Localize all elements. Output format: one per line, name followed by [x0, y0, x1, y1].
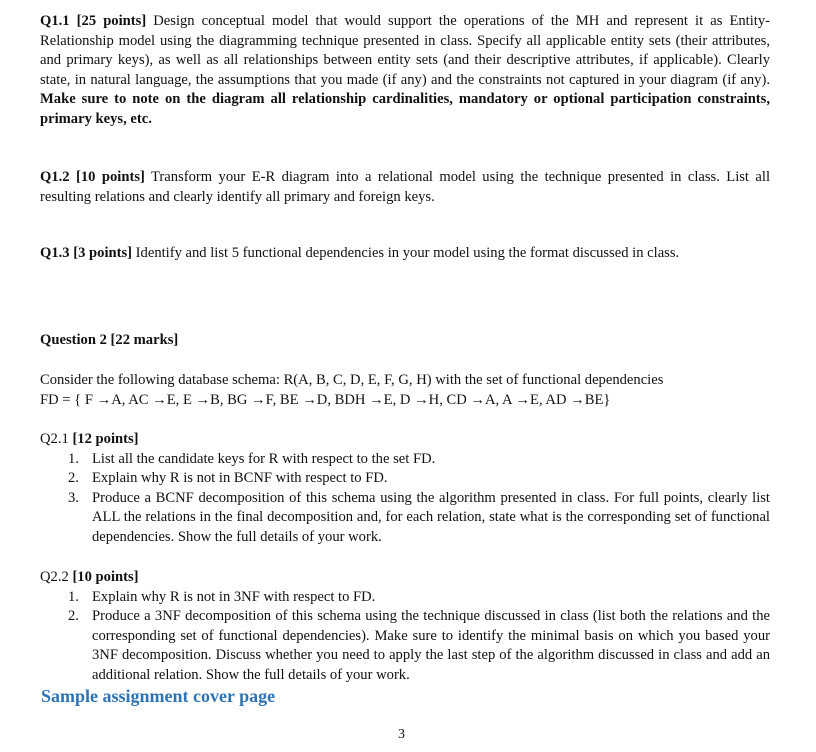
q2-2-section	[40, 568, 770, 685]
q1-2-heading: Q1.2 [10 points]	[40, 169, 145, 185]
q2-2-heading: Q2.2 [10 points]	[40, 569, 139, 585]
q1-2-paragraph	[40, 168, 770, 207]
list-item: 1. List all the candidate keys for R with respect to the set FD.	[68, 450, 436, 467]
list-item: 2. Produce a 3NF decomposition of this schema using the technique discussed in class (list both the relations and the corresponding set of functional dependencies). Make sure to identify the minimal basis on which you based your 3NF decomposition. Discuss whether you need to apply the last step of the algorithm discussed in class and add an additional relation. Show the full details of your work.	[68, 608, 770, 683]
list-item: 3. Produce a BCNF decomposition of this schema using the algorithm presented in class. For full points, clearly list ALL the relations in the final decomposition and, for each relation, state what is the corresponding set of functional dependencies. Show the full details of your work.	[68, 489, 770, 545]
q2-1-list	[40, 450, 770, 548]
q1-3-text: Identify and list 5 functional dependencies in your model using the format discussed in class.	[132, 245, 680, 261]
q2-1-heading: Q2.1 [12 points]	[40, 431, 139, 447]
fd-set-line: FD = { F →A, AC →E, E →B, BG →F, BE →D, BDH →E, D →H, CD →A, A →E, AD →BE}	[40, 391, 611, 408]
q1-1-bold-tail: Make sure to note on the diagram all relationship cardinalities, mandatory or optional participation constraints, primary keys, etc.	[40, 91, 770, 127]
schema-line-1: Consider the following database schema: R(A, B, C, D, E, F, G, H) with the set of functional dependencies	[40, 372, 664, 388]
q1-1-heading: Q1.1 [25 points]	[40, 13, 147, 29]
q1-3-paragraph	[40, 244, 770, 264]
sample-cover-page-link[interactable]: Sample assignment cover page	[41, 686, 276, 706]
q1-2-text: Transform your E-R diagram into a relational model using the technique presented in class. List all resulting relations and clearly identify all primary and foreign keys.	[40, 169, 770, 205]
schema-paragraph	[40, 371, 770, 410]
page-number: 3	[398, 727, 405, 742]
q1-3-heading: Q1.3 [3 points]	[40, 245, 133, 261]
list-item: 2. Explain why R is not in BCNF with respect to FD.	[68, 470, 388, 486]
q1-1-paragraph	[40, 12, 770, 129]
list-item: 1. Explain why R is not in 3NF with respect to FD.	[68, 588, 376, 605]
q2-2-list	[40, 588, 770, 686]
q1-1-text: Design conceptual model that would support the operations of the MH and represent it as Entity-Relationship model using the diagramming technique presented in class. Specify all applicable entity sets (their attributes, and primary keys), as well as all relationships between entity sets (and their descriptive attributes, if applicable). Clearly state, in natural language, the assumptions that you made (if any) and the constraints not captured in your diagram (if any).	[40, 13, 771, 88]
q2-1-section	[40, 430, 770, 547]
question-2-heading: Question 2 [22 marks]	[40, 332, 179, 348]
